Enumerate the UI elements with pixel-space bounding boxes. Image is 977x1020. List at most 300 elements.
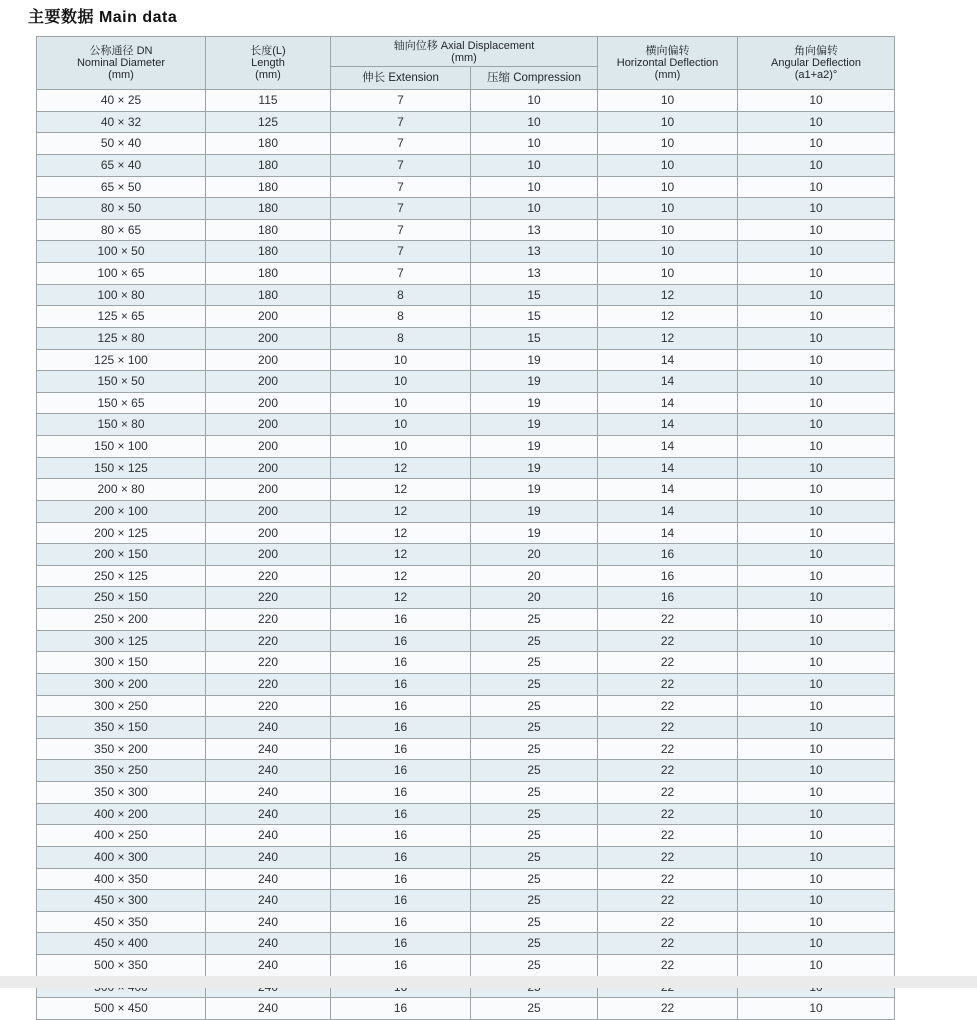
cell-dn: 100 × 80 [37,284,206,306]
header-nominal-diameter-en: Nominal Diameter [76,57,166,69]
cell-extension: 12 [331,544,471,566]
cell-extension: 7 [331,90,471,112]
cell-extension: 16 [331,760,471,782]
cell-compression: 19 [471,522,598,544]
cell-horizontal: 22 [598,760,738,782]
cell-length: 240 [206,803,331,825]
cell-length: 180 [206,176,331,198]
header-angular-deflection [738,37,895,90]
cell-length: 240 [206,760,331,782]
cell-dn: 125 × 80 [37,327,206,349]
table-row [37,371,895,393]
cell-angular: 10 [738,652,895,674]
cell-angular: 10 [738,306,895,328]
table-row [37,154,895,176]
cell-angular: 10 [738,695,895,717]
cell-angular: 10 [738,955,895,977]
cell-angular: 10 [738,479,895,501]
cell-dn: 350 × 300 [37,782,206,804]
cell-dn: 500 × 450 [37,998,206,1020]
cell-horizontal: 14 [598,457,738,479]
cell-horizontal: 10 [598,176,738,198]
cell-dn: 125 × 100 [37,349,206,371]
table-row [37,522,895,544]
cell-horizontal: 14 [598,522,738,544]
table-row [37,90,895,112]
cell-compression: 25 [471,933,598,955]
cell-length: 240 [206,825,331,847]
cell-dn: 200 × 150 [37,544,206,566]
cell-angular: 10 [738,890,895,912]
cell-extension: 7 [331,198,471,220]
cell-compression: 13 [471,219,598,241]
table-row [37,890,895,912]
table-row [37,479,895,501]
cell-compression: 19 [471,500,598,522]
cell-dn: 400 × 200 [37,803,206,825]
cell-extension: 16 [331,825,471,847]
cell-compression: 25 [471,609,598,631]
cell-horizontal: 10 [598,241,738,263]
cell-length: 125 [206,111,331,133]
table-row [37,760,895,782]
cell-dn: 250 × 150 [37,587,206,609]
cell-extension: 10 [331,436,471,458]
cell-angular: 10 [738,544,895,566]
cell-dn: 400 × 300 [37,846,206,868]
cell-dn: 150 × 100 [37,436,206,458]
cell-horizontal: 10 [598,263,738,285]
cell-dn: 150 × 65 [37,392,206,414]
cell-extension: 7 [331,176,471,198]
cell-angular: 10 [738,673,895,695]
table-row [37,717,895,739]
cell-angular: 10 [738,846,895,868]
cell-compression: 25 [471,955,598,977]
cell-horizontal: 22 [598,673,738,695]
cell-dn: 450 × 400 [37,933,206,955]
cell-dn: 40 × 32 [37,111,206,133]
cell-extension: 10 [331,414,471,436]
cell-horizontal: 22 [598,911,738,933]
table-row [37,414,895,436]
cell-angular: 10 [738,522,895,544]
header-length-unit: (mm) [255,69,281,81]
cell-extension: 16 [331,998,471,1020]
table-row [37,868,895,890]
cell-compression: 19 [471,392,598,414]
cell-horizontal: 10 [598,133,738,155]
table-row [37,457,895,479]
cell-length: 200 [206,371,331,393]
cell-compression: 25 [471,673,598,695]
cell-angular: 10 [738,198,895,220]
cell-length: 200 [206,479,331,501]
cell-dn: 300 × 200 [37,673,206,695]
cell-compression: 15 [471,306,598,328]
cell-dn: 40 × 25 [37,90,206,112]
page-title: 主要数据 Main data [28,9,178,26]
cell-dn: 100 × 65 [37,263,206,285]
cell-length: 240 [206,738,331,760]
header-nominal-diameter [37,37,206,90]
cell-dn: 125 × 65 [37,306,206,328]
cell-extension: 16 [331,673,471,695]
cell-extension: 16 [331,846,471,868]
cell-compression: 25 [471,738,598,760]
table-row [37,933,895,955]
cell-horizontal: 22 [598,609,738,631]
cell-angular: 10 [738,327,895,349]
cell-length: 240 [206,782,331,804]
cell-compression: 20 [471,587,598,609]
cell-angular: 10 [738,414,895,436]
cell-compression: 25 [471,846,598,868]
cell-extension: 10 [331,349,471,371]
cell-length: 200 [206,306,331,328]
cell-compression: 13 [471,241,598,263]
cell-extension: 16 [331,630,471,652]
cell-horizontal: 10 [598,219,738,241]
table-row [37,306,895,328]
cell-angular: 10 [738,782,895,804]
cell-angular: 10 [738,219,895,241]
cell-horizontal: 10 [598,198,738,220]
cell-extension: 10 [331,371,471,393]
table-row [37,263,895,285]
cell-angular: 10 [738,630,895,652]
cell-compression: 25 [471,695,598,717]
cell-extension: 12 [331,500,471,522]
cell-angular: 10 [738,371,895,393]
header-angular-en: Angular Deflection [771,57,861,69]
table-row [37,133,895,155]
cell-horizontal: 10 [598,154,738,176]
cell-dn: 200 × 125 [37,522,206,544]
cell-extension: 16 [331,803,471,825]
cell-dn: 65 × 50 [37,176,206,198]
table-row [37,219,895,241]
cell-dn: 300 × 125 [37,630,206,652]
cell-dn: 65 × 40 [37,154,206,176]
cell-dn: 300 × 250 [37,695,206,717]
cell-horizontal: 14 [598,371,738,393]
cell-horizontal: 16 [598,544,738,566]
cell-angular: 10 [738,500,895,522]
cell-length: 220 [206,673,331,695]
cell-extension: 8 [331,284,471,306]
cell-dn: 450 × 300 [37,890,206,912]
cell-angular: 10 [738,587,895,609]
cell-horizontal: 22 [598,695,738,717]
cell-angular: 10 [738,263,895,285]
cell-extension: 16 [331,868,471,890]
header-horizontal-unit: (mm) [654,69,681,81]
table-row [37,565,895,587]
table-row [37,955,895,977]
cell-extension: 12 [331,479,471,501]
cell-extension: 7 [331,111,471,133]
header-length [206,37,331,90]
table-body [37,90,895,1020]
cell-angular: 10 [738,933,895,955]
cell-compression: 19 [471,414,598,436]
cell-dn: 350 × 150 [37,717,206,739]
cell-angular: 10 [738,90,895,112]
cell-horizontal: 14 [598,436,738,458]
cell-length: 180 [206,219,331,241]
cell-dn: 250 × 200 [37,609,206,631]
cell-horizontal: 22 [598,933,738,955]
cell-angular: 10 [738,738,895,760]
cell-extension: 7 [331,133,471,155]
cell-angular: 10 [738,998,895,1020]
cell-compression: 20 [471,565,598,587]
header-horizontal-zh: 横向偏转 [645,45,690,57]
cell-length: 200 [206,522,331,544]
cell-extension: 8 [331,306,471,328]
cell-dn: 500 × 350 [37,955,206,977]
cell-horizontal: 16 [598,587,738,609]
table-row [37,392,895,414]
header-row-top [37,37,895,67]
cell-angular: 10 [738,717,895,739]
table-row [37,609,895,631]
cell-horizontal: 14 [598,349,738,371]
cell-angular: 10 [738,349,895,371]
cell-horizontal: 22 [598,738,738,760]
header-angular-unit: (a1+a2)° [794,69,838,81]
cell-angular: 10 [738,176,895,198]
cell-length: 240 [206,998,331,1020]
cell-angular: 10 [738,911,895,933]
cell-extension: 16 [331,911,471,933]
cell-extension: 7 [331,219,471,241]
cell-angular: 10 [738,565,895,587]
cell-compression: 13 [471,263,598,285]
cell-compression: 25 [471,868,598,890]
cell-dn: 50 × 40 [37,133,206,155]
cell-compression: 10 [471,176,598,198]
cell-length: 200 [206,392,331,414]
cell-extension: 16 [331,652,471,674]
cell-length: 240 [206,911,331,933]
cell-dn: 150 × 50 [37,371,206,393]
table-row [37,241,895,263]
cell-extension: 12 [331,565,471,587]
cell-compression: 25 [471,890,598,912]
cell-extension: 16 [331,717,471,739]
cell-compression: 10 [471,198,598,220]
cell-dn: 400 × 350 [37,868,206,890]
cell-angular: 10 [738,803,895,825]
table-row [37,630,895,652]
cell-horizontal: 22 [598,803,738,825]
cell-compression: 19 [471,436,598,458]
cell-length: 220 [206,587,331,609]
cell-dn: 100 × 50 [37,241,206,263]
cell-horizontal: 10 [598,90,738,112]
cell-dn: 150 × 80 [37,414,206,436]
header-axial-unit: (mm) [451,51,477,64]
cell-compression: 19 [471,457,598,479]
cell-dn: 200 × 100 [37,500,206,522]
cell-compression: 19 [471,349,598,371]
cell-extension: 16 [331,738,471,760]
cell-compression: 25 [471,717,598,739]
cell-horizontal: 22 [598,630,738,652]
cell-dn: 150 × 125 [37,457,206,479]
header-horizontal-en: Horizontal Deflection [616,57,719,69]
cell-length: 200 [206,414,331,436]
table-row [37,544,895,566]
cell-horizontal: 22 [598,890,738,912]
cell-extension: 16 [331,890,471,912]
cell-horizontal: 12 [598,284,738,306]
header-extension: 伸长 Extension [331,67,471,90]
cell-compression: 15 [471,284,598,306]
cell-length: 220 [206,695,331,717]
cell-extension: 7 [331,263,471,285]
cell-compression: 10 [471,90,598,112]
table-row [37,825,895,847]
cell-length: 180 [206,284,331,306]
table-header [37,37,895,90]
cell-compression: 10 [471,133,598,155]
table-row [37,111,895,133]
cell-dn: 350 × 250 [37,760,206,782]
cell-dn: 450 × 350 [37,911,206,933]
cell-length: 240 [206,846,331,868]
header-angular-zh: 角向偏转 [794,45,838,57]
cell-extension: 16 [331,933,471,955]
cell-length: 220 [206,630,331,652]
cell-angular: 10 [738,241,895,263]
table-row [37,327,895,349]
cell-length: 240 [206,933,331,955]
cell-dn: 80 × 65 [37,219,206,241]
cell-extension: 12 [331,587,471,609]
header-axial-title: 轴向位移 Axial Displacement [393,39,535,52]
cell-compression: 19 [471,371,598,393]
cell-compression: 10 [471,111,598,133]
cell-horizontal: 14 [598,414,738,436]
table-row [37,782,895,804]
cell-compression: 25 [471,652,598,674]
cell-length: 180 [206,133,331,155]
cell-length: 200 [206,436,331,458]
cell-horizontal: 10 [598,111,738,133]
table-row [37,695,895,717]
cell-horizontal: 12 [598,327,738,349]
cell-compression: 25 [471,911,598,933]
main-data-table [36,36,895,1020]
header-length-en: Length [251,57,285,69]
header-nominal-diameter-unit: (mm) [108,69,134,81]
table-row [37,349,895,371]
cell-horizontal: 22 [598,717,738,739]
cell-compression: 10 [471,154,598,176]
cell-length: 220 [206,565,331,587]
table-row [37,673,895,695]
cell-length: 200 [206,327,331,349]
cell-length: 200 [206,349,331,371]
cell-compression: 25 [471,782,598,804]
cell-dn: 200 × 80 [37,479,206,501]
cell-length: 240 [206,717,331,739]
header-compression: 压缩 Compression [471,67,598,90]
cell-horizontal: 22 [598,782,738,804]
cell-length: 240 [206,890,331,912]
table-row [37,284,895,306]
table-row [37,803,895,825]
cell-length: 180 [206,154,331,176]
cell-length: 220 [206,652,331,674]
cell-angular: 10 [738,111,895,133]
cell-dn: 350 × 200 [37,738,206,760]
header-horizontal-deflection [598,37,738,90]
cell-dn: 250 × 125 [37,565,206,587]
header-length-zh: 长度(L) [250,45,286,57]
cell-extension: 16 [331,695,471,717]
cell-horizontal: 22 [598,955,738,977]
cell-length: 115 [206,90,331,112]
cell-dn: 80 × 50 [37,198,206,220]
cell-horizontal: 22 [598,825,738,847]
cell-angular: 10 [738,133,895,155]
cell-dn: 400 × 250 [37,825,206,847]
table-row [37,998,895,1020]
table-row [37,500,895,522]
cell-angular: 10 [738,609,895,631]
cell-length: 180 [206,198,331,220]
cell-angular: 10 [738,436,895,458]
cell-horizontal: 22 [598,998,738,1020]
table-row [37,198,895,220]
table-row [37,587,895,609]
cell-length: 200 [206,500,331,522]
table-row [37,652,895,674]
table-row [37,738,895,760]
cell-length: 200 [206,457,331,479]
cell-angular: 10 [738,392,895,414]
cell-length: 240 [206,955,331,977]
cell-compression: 25 [471,630,598,652]
cell-compression: 25 [471,803,598,825]
cell-angular: 10 [738,760,895,782]
cell-compression: 25 [471,825,598,847]
cell-angular: 10 [738,154,895,176]
cell-horizontal: 22 [598,868,738,890]
cell-compression: 20 [471,544,598,566]
table-row [37,846,895,868]
cell-extension: 12 [331,457,471,479]
cell-horizontal: 12 [598,306,738,328]
cell-dn: 300 × 150 [37,652,206,674]
cell-extension: 10 [331,392,471,414]
cell-angular: 10 [738,284,895,306]
cell-extension: 16 [331,609,471,631]
cell-compression: 25 [471,760,598,782]
cell-horizontal: 22 [598,846,738,868]
header-axial-displacement [331,37,598,67]
cell-extension: 16 [331,782,471,804]
cell-horizontal: 14 [598,500,738,522]
cell-compression: 15 [471,327,598,349]
cell-angular: 10 [738,457,895,479]
header-nominal-diameter-zh: 公称通径 DN [89,45,153,57]
cell-extension: 8 [331,327,471,349]
